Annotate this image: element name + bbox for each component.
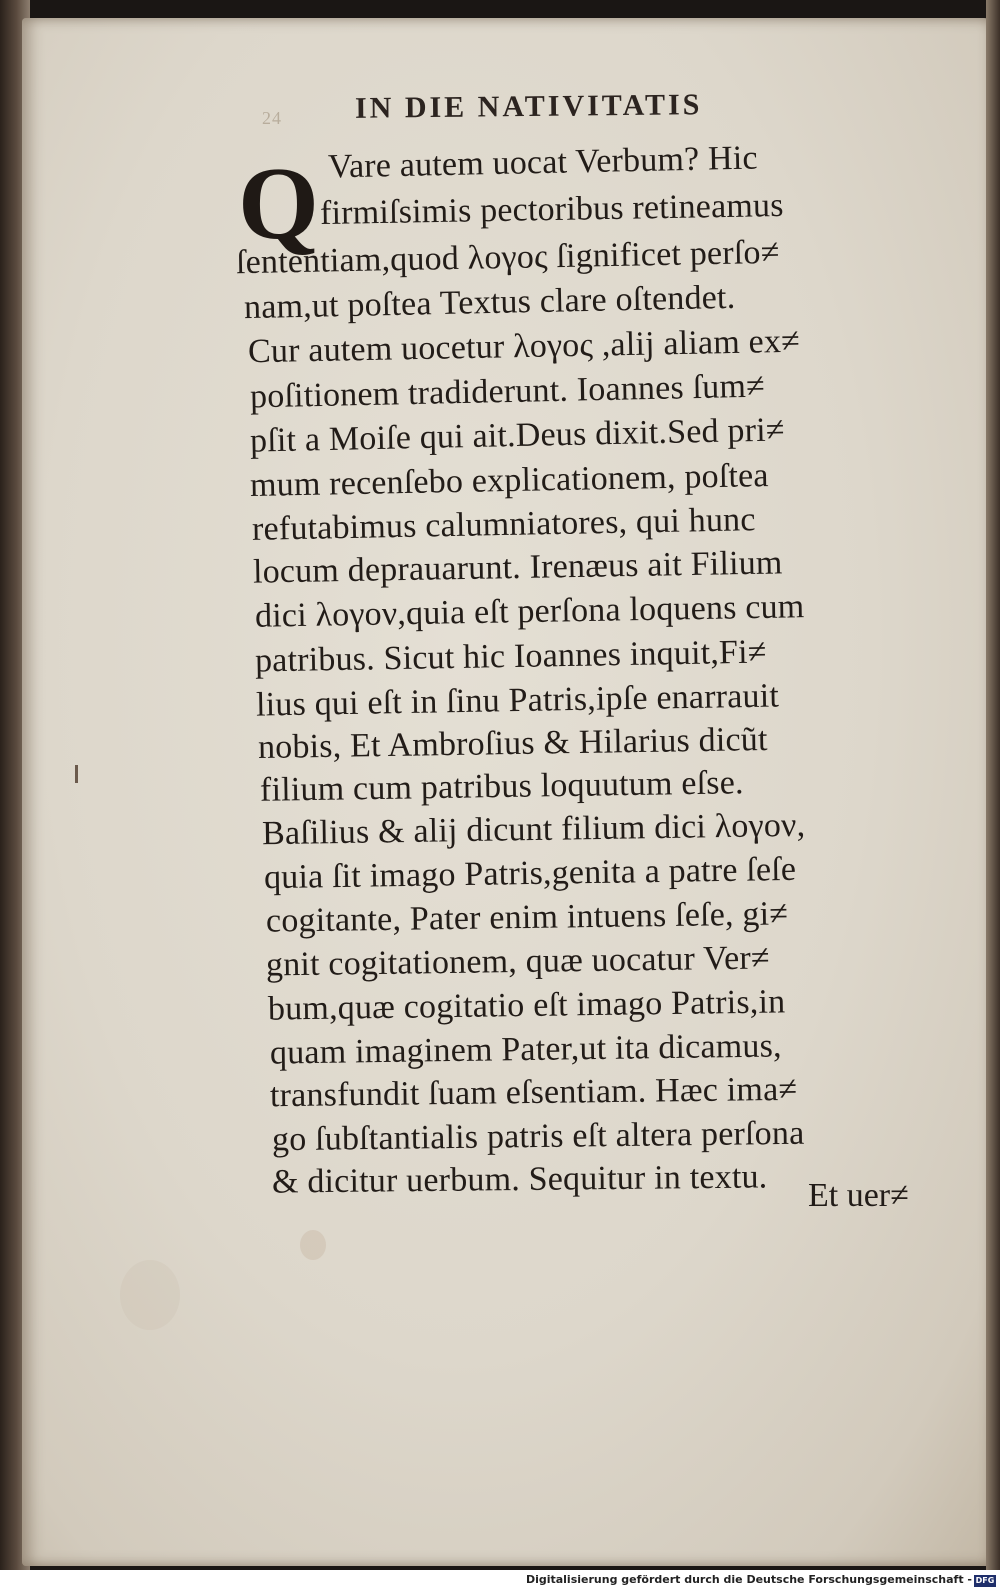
text-line: patribus. Sicut hic Ioannes inquit,Fi≠ [254,633,767,680]
text-line: Cur autem uocetur λογος ,alij aliam ex≠ [247,322,801,371]
text-line: gnit cogitationem, quæ uocatur Ver≠ [265,939,771,984]
text-line: lius qui eſt in ſinu Patris,ipſe enarrauit [255,677,780,724]
text-line: cogitante, Pater enim intuens ſeſe, gi≠ [265,895,789,940]
text-line: go ſubſtantialis patris eſt altera perſona [271,1114,805,1159]
text-line: locum deprauarunt. Irenæus ait Filium [252,544,783,591]
text-line: transfundit ſuam eſsentiam. Hæc ima≠ [269,1070,798,1115]
text-line: & dicitur uerbum. Sequitur in textu. [271,1158,768,1201]
running-head: IN DIE NATIVITATIS [354,88,703,125]
text-line: Vare autem uocat Verbum? Hic [327,139,759,186]
text-line: dici λογον,quia eſt perſona loquens cum [254,588,805,635]
text-line: filium cum patribus loquutum eſse. [259,764,744,809]
text-line: quam imaginem Pater,ut ita dicamus, [269,1027,782,1072]
text-line: bum,quæ cogitatio eſt imago Patris,in [267,983,786,1028]
drop-cap: Q [238,146,319,261]
text-line: poſitionem tradiderunt. Ioannes ſum≠ [249,367,766,416]
text-line: pſit a Moiſe qui ait.Deus dixit.Sed pri≠ [249,411,786,460]
text-line: refutabimus calumniatores, qui hunc [251,501,756,548]
catchword: Et uer≠ [808,1177,909,1214]
digitization-credit: Digitalisierung gefördert durch die Deutsche Forschungsgemeinschaft - [525,1573,972,1586]
dfg-logo: DFG [975,1576,995,1585]
text-line: nobis, Et Ambroſius & Hilarius dicũt [257,720,768,767]
folio-number: 24 [262,108,282,128]
text-line: nam,ut poſtea Textus clare oſtendet. [243,278,736,327]
text-line: firmiſsimis pectoribus retineamus [319,186,784,233]
text-line: Baſilius & alij dicunt filium dici λογον, [261,806,806,853]
text-line: mum recenſebo explicationem, poſtea [249,457,770,504]
text-line: ſententiam,quod λογος ſignificet perſo≠ [235,233,780,282]
text-line: quia ſit imago Patris,genita a patre ſeſe [263,850,797,897]
